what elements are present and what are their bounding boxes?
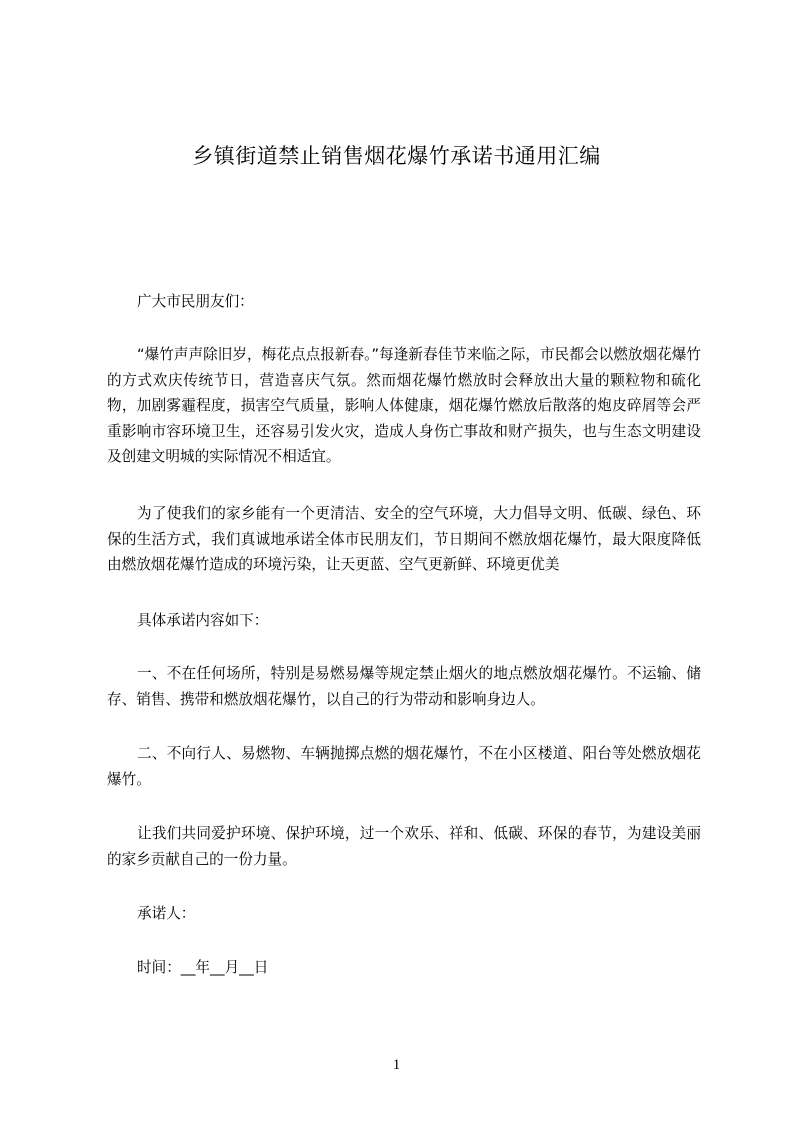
greeting: 广大市民朋友们：: [137, 293, 254, 310]
paragraph-commitment-two: 二、不向行人、易燃物、车辆抛掷点燃的烟花爆竹，不在小区楼道、阳台等处燃放烟花爆竹。: [107, 745, 701, 788]
date-line: 时间：__年__月__日: [137, 959, 269, 976]
signatory-line: 承诺人：: [137, 905, 196, 922]
paragraph-purpose: 为了使我们的家乡能有一个更清洁、安全的空气环境，大力倡导文明、低碳、绿色、环保的生活方式，我们真诚地承诺全体市民朋友们，节日期间不燃放烟花爆竹，最大限度降低由燃放烟花爆竹造成的环境污染，让天更蓝、空气更新鲜、环境更优美: [107, 505, 701, 573]
paragraph-closing: 让我们共同爱护环境、保护环境，过一个欢乐、祥和、低碳、环保的春节，为建设美丽的家乡贡献自己的一份力量。: [107, 825, 701, 868]
paragraph-intro: “爆竹声声除旧岁，梅花点点报新春。”每逢新春佳节来临之际，市民都会以燃放烟花爆竹的方式欢庆传统节日，营造喜庆气氛。然而烟花爆竹燃放时会释放出大量的颗粒物和硫化物，加剧雾霾程度，损害空气质量，影响人体健康，烟花爆竹燃放后散落的炮皮碎屑等会严重影响市容环境卫生，还容易引发火灾，造成人身伤亡事故和财产损失，也与生态文明建设及创建文明城的实际情况不相适宜。: [107, 346, 701, 465]
document-title: 乡镇街道禁止销售烟花爆竹承诺书通用汇编: [192, 144, 601, 168]
page-number: 1: [392, 1057, 401, 1073]
paragraph-commitment-header: 具体承诺内容如下：: [137, 612, 269, 629]
paragraph-commitment-one: 一、不在任何场所，特别是易燃易爆等规定禁止烟火的地点燃放烟花爆竹。不运输、储存、销售、携带和燃放烟花爆竹，以自己的行为带动和影响身边人。: [107, 665, 701, 708]
